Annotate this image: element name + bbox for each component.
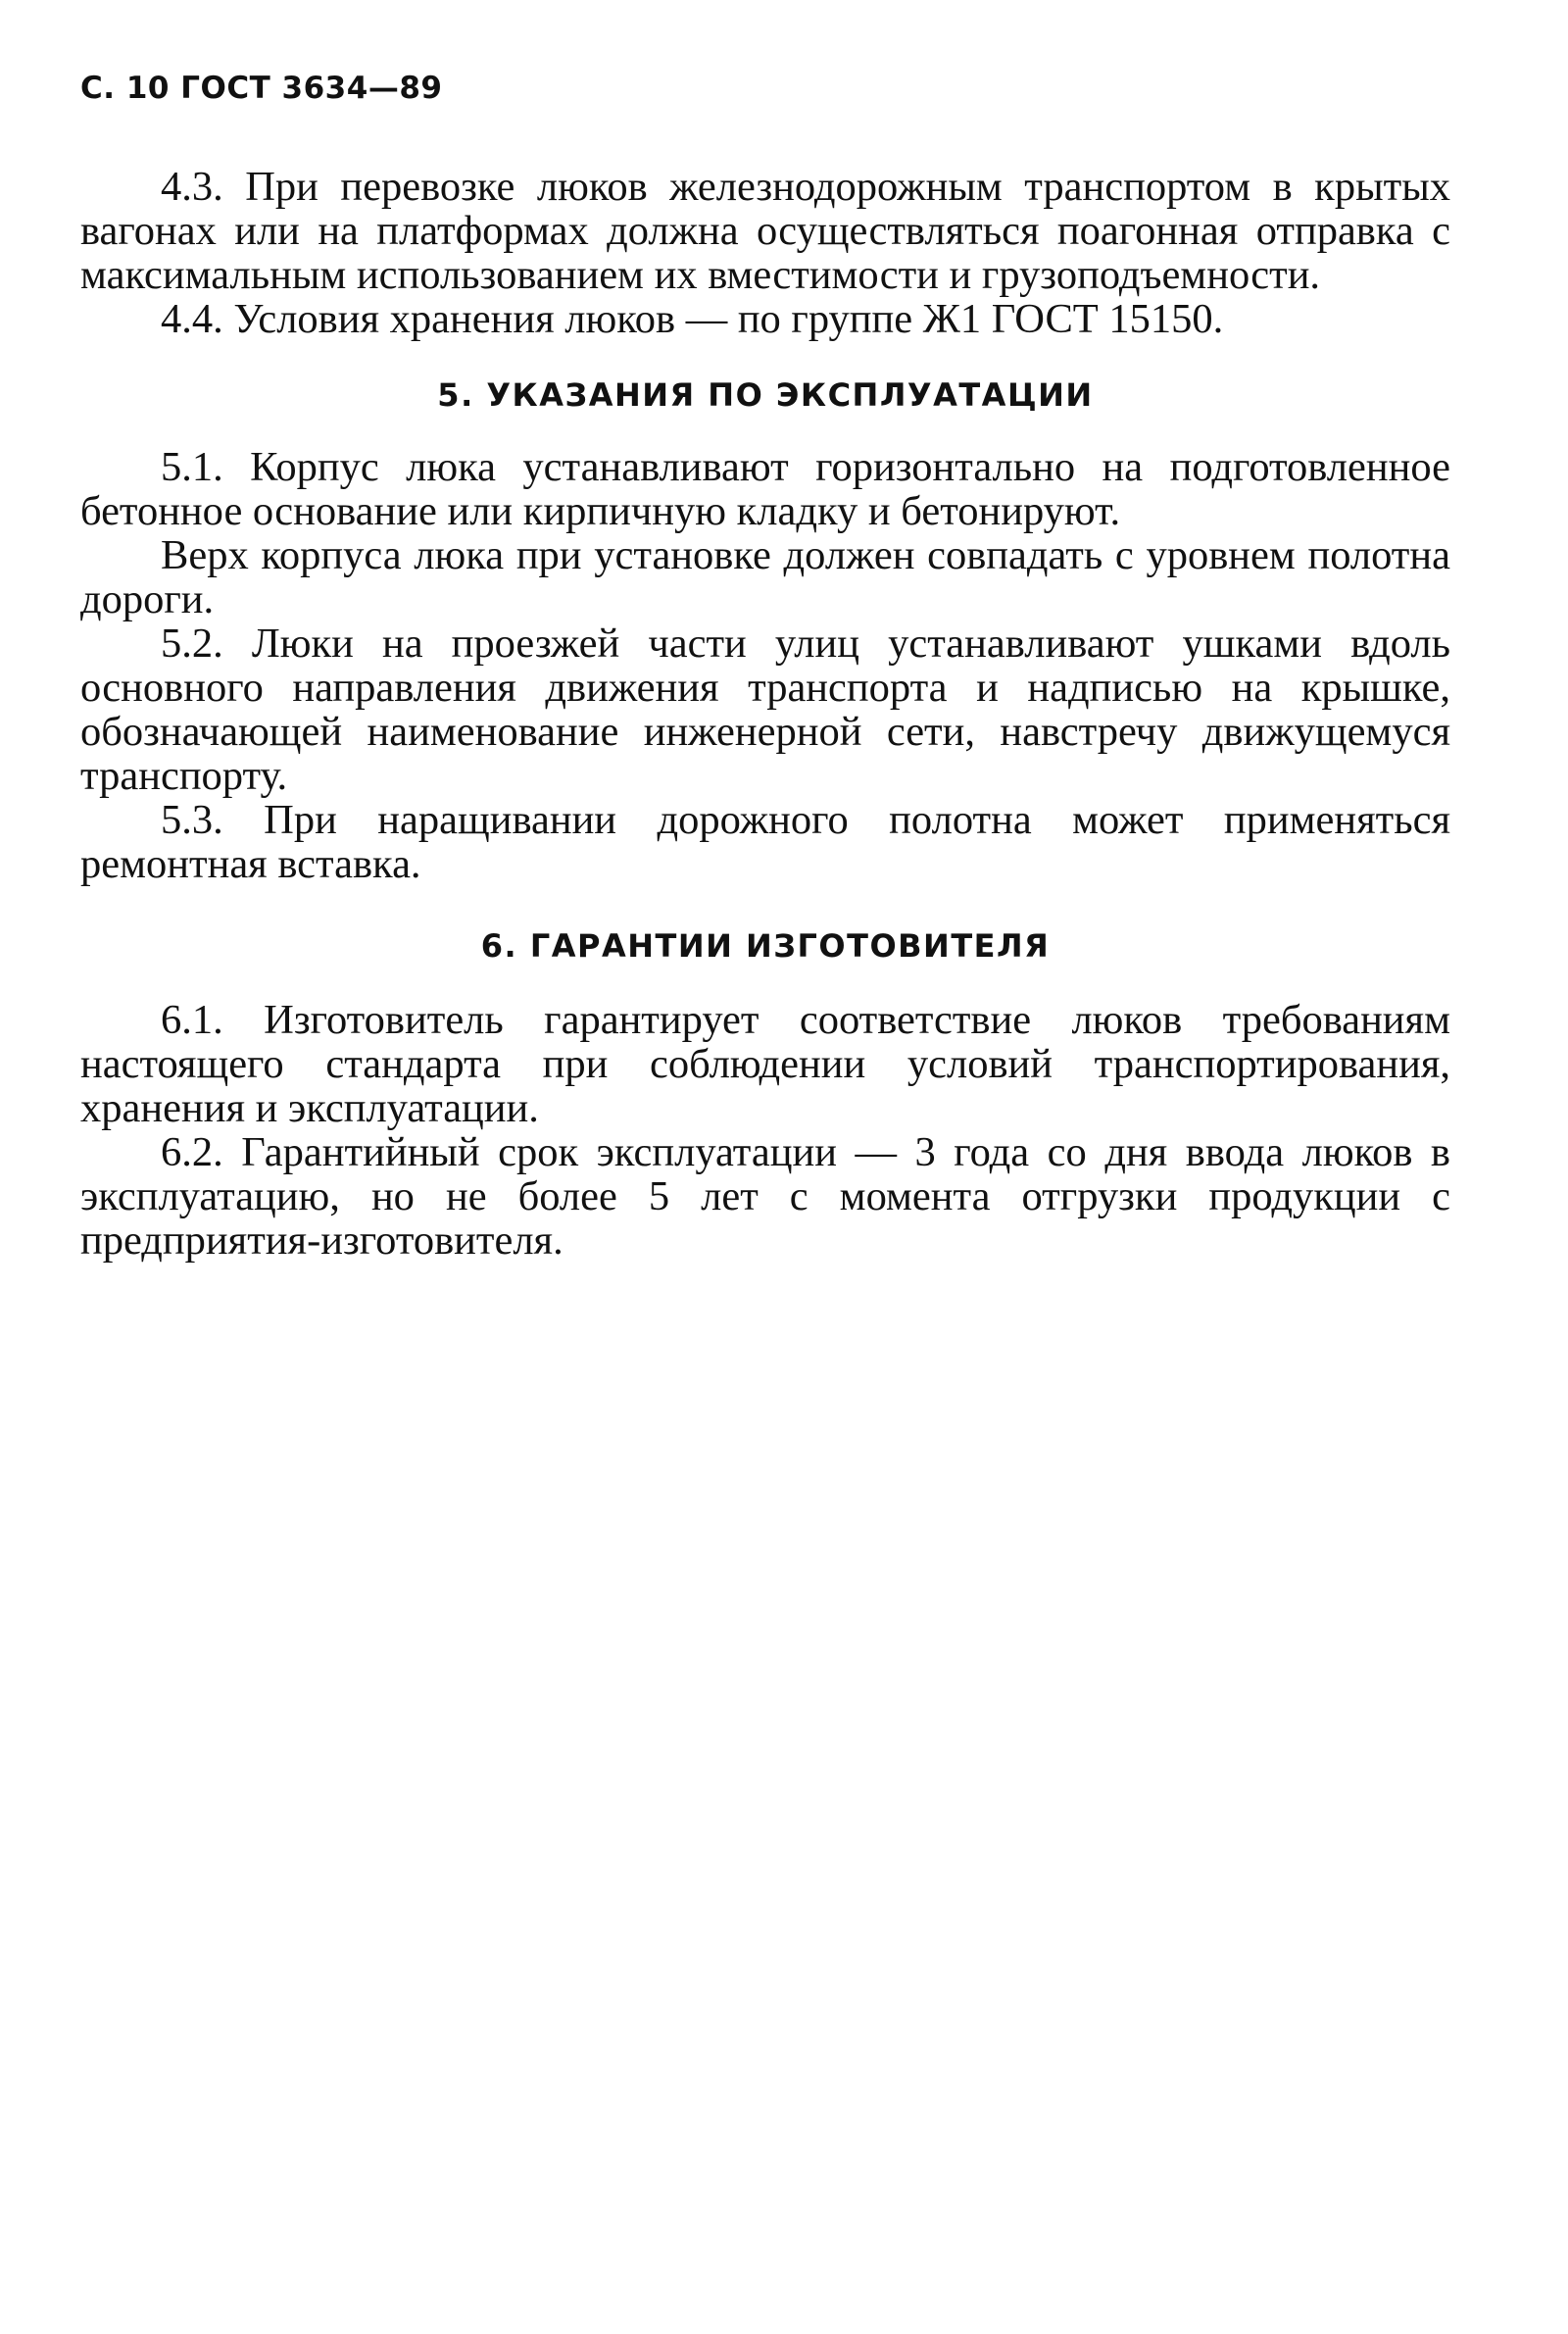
section-6-title: 6. ГАРАНТИИ ИЗГОТОВИТЕЛЯ xyxy=(480,927,1051,965)
paragraph-5-3: 5.3. При наращивании дорожного полотна может применяться ремонтная вставка. xyxy=(80,797,1450,887)
paragraph-5-2: 5.2. Люки на проезжей части улиц устанавливают ушками вдоль основного направления движения транспорта и надписью на крышке, обозначающей наименование инженерной сети, навстречу движущемуся транспорту. xyxy=(80,621,1450,799)
paragraph-6-1: 6.1. Изготовитель гарантирует соответствие люков требованиям настоящего стандарта при соблюдении условий транспортирования, хранения и эксплуатации. xyxy=(80,997,1450,1131)
page-header: С. 10 ГОСТ 3634—89 xyxy=(80,71,443,106)
document-body xyxy=(80,165,1450,1263)
section-5-title: 5. УКАЗАНИЯ ПО ЭКСПЛУАТАЦИИ xyxy=(437,376,1094,414)
paragraph-5-1: 5.1. Корпус люка устанавливают горизонтально на подготовленное бетонное основание или кирпичную кладку и бетонируют. xyxy=(80,444,1450,534)
paragraph-6-2: 6.2. Гарантийный срок эксплуатации — 3 года со дня ввода люков в эксплуатацию, но не более 5 лет с момента отгрузки продукции с предприятия-изготовителя. xyxy=(80,1129,1450,1264)
paragraph-5-1-continued: Верх корпуса люка при установке должен совпадать с уровнем полотна дороги. xyxy=(80,532,1450,622)
paragraph-4-3: 4.3. При перевозке люков железнодорожным транспортом в крытых вагонах или на платформах должна осуществляться поагонная отправка с максимальным использованием их вместимости и грузоподъемности. xyxy=(80,164,1450,298)
paragraph-4-4: 4.4. Условия хранения люков — по группе Ж1 ГОСТ 15150. xyxy=(161,296,1224,342)
